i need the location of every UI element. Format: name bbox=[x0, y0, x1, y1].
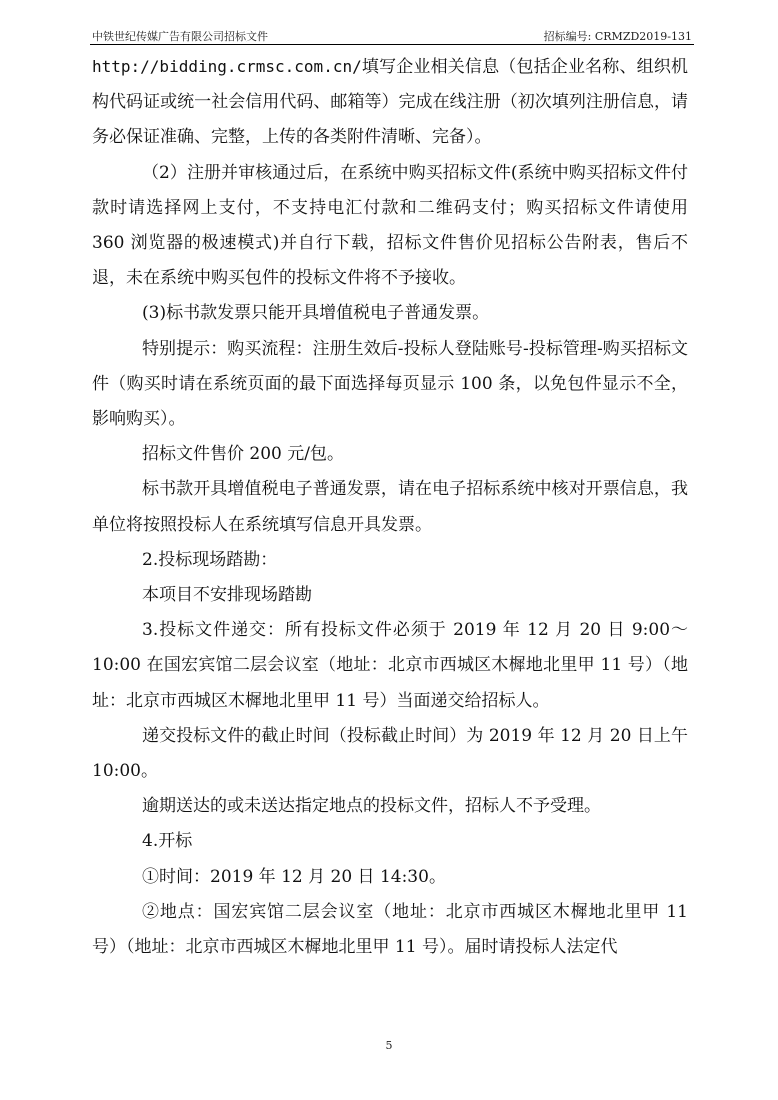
page-number: 5 bbox=[385, 1039, 393, 1052]
heading-site-survey: 2.投标现场踏勘： bbox=[142, 549, 278, 570]
paragraph-purchase: （2）注册并审核通过后，在系统中购买招标文件(系统中购买招标文件付款时请选择网上支付，不支持电汇付款和二维码支付；购买招标文件请使用 360 浏览器的极速模式)并自行下载，招标文件售价见招标公告附表，售后不退，未在系统中购买包件的投标文件将不予接收。 bbox=[92, 162, 688, 289]
paragraph-opening-time: ①时间：2019 年 12 月 20 日 14:30。 bbox=[142, 866, 446, 887]
paragraph-registration-text: 填写企业相关信息（包括企业名称、组织机构代码证或统一社会信用代码、邮箱等）完成在线注册（初次填列注册信息，请务必保证准确、完整，上传的各类附件清晰、完备）。 bbox=[92, 57, 688, 148]
paragraph-deadline: 递交投标文件的截止时间（投标截止时间）为 2019 年 12 月 20 日上午 10:00。 bbox=[92, 725, 688, 782]
paragraph-invoice-note: (3)标书款发票只能开具增值税电子普通发票。 bbox=[142, 303, 490, 324]
paragraph-submission: 3.投标文件递交：所有投标文件必须于 2019 年 12 月 20 日 9:00～10:00 在国宏宾馆二层会议室（地址：北京市西城区木樨地北里甲 11 号）（地址：北京市西城区木樨地北里甲 11 号）当面递交给招标人。 bbox=[92, 620, 688, 711]
header-company: 中铁世纪传媒广告有限公司招标文件 bbox=[92, 30, 268, 43]
heading-bid-opening: 4.开标 bbox=[142, 831, 193, 852]
header-tender-number: 招标编号: CRMZD2019-131 bbox=[543, 30, 692, 43]
header-divider bbox=[90, 44, 694, 45]
paragraph-opening-location: ②地点：国宏宾馆二层会议室（地址：北京市西城区木樨地北里甲 11 号）（地址：北京市西城区木樨地北里甲 11 号）。届时请投标人法定代 bbox=[92, 901, 688, 958]
paragraph-late-submission: 逾期送达的或未送达指定地点的投标文件，招标人不予受理。 bbox=[142, 796, 601, 817]
paragraph-price: 招标文件售价 200 元/包。 bbox=[142, 444, 344, 465]
document-body bbox=[92, 49, 688, 965]
paragraph-registration bbox=[92, 49, 688, 156]
page-header bbox=[92, 24, 692, 44]
paragraph-no-survey: 本项目不安排现场踏勘 bbox=[142, 585, 312, 606]
bidding-url: http://bidding.crmsc.com.cn/ bbox=[92, 57, 362, 76]
paragraph-special-notice: 特别提示：购买流程：注册生效后-投标人登陆账号-投标管理-购买招标文件（购买时请在系统页面的最下面选择每页显示 100 条，以免包件显示不全，影响购买）。 bbox=[92, 338, 688, 430]
paragraph-invoice-details: 标书款开具增值税电子普通发票，请在电子招标系统中核对开票信息，我单位将按照投标人在系统填写信息开具发票。 bbox=[92, 479, 688, 535]
